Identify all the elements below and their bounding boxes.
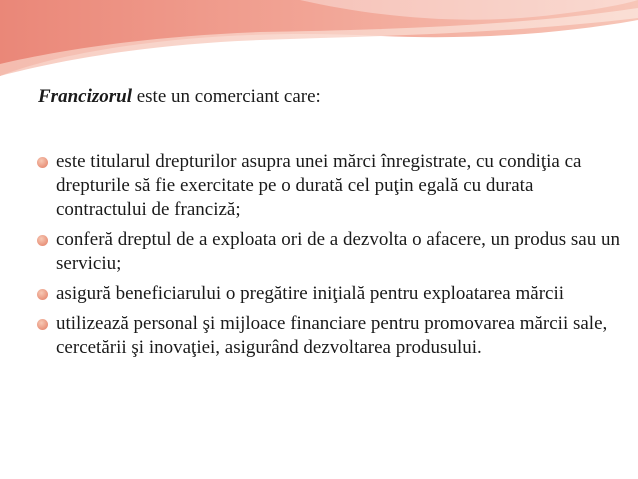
- bullet-dot-icon: [37, 157, 48, 168]
- bullet-item: [36, 282, 626, 306]
- bullet-dot-icon: [37, 289, 48, 300]
- header-wave-decoration: [0, 0, 638, 80]
- bullet-item: [36, 312, 626, 360]
- bullet-item: [36, 150, 626, 222]
- bullet-text: asigură beneficiarului o pregătire iniţială pentru exploatarea mărcii: [56, 283, 565, 304]
- bullet-list: [36, 150, 626, 366]
- intro-rest: este un comerciant care:: [131, 86, 321, 107]
- bullet-text: utilizează personal şi mijloace financiare pentru promovarea mărcii sale, cercetării şi inovaţiei, asigurând dezvoltarea produsului.: [56, 313, 608, 358]
- bullet-dot-icon: [37, 235, 48, 246]
- bullet-text: conferă dreptul de a exploata ori de a dezvolta o afacere, un produs sau un serviciu;: [56, 229, 620, 274]
- intro-term: Francizorul: [38, 86, 132, 107]
- bullet-text: este titularul drepturilor asupra unei mărci înregistrate, cu condiţia ca drepturile să fie exercitate pe o durată cel puţin egală cu durata contractului de franciză;: [56, 151, 582, 220]
- bullet-item: [36, 228, 626, 276]
- bullet-dot-icon: [37, 319, 48, 330]
- intro-line: [38, 86, 618, 108]
